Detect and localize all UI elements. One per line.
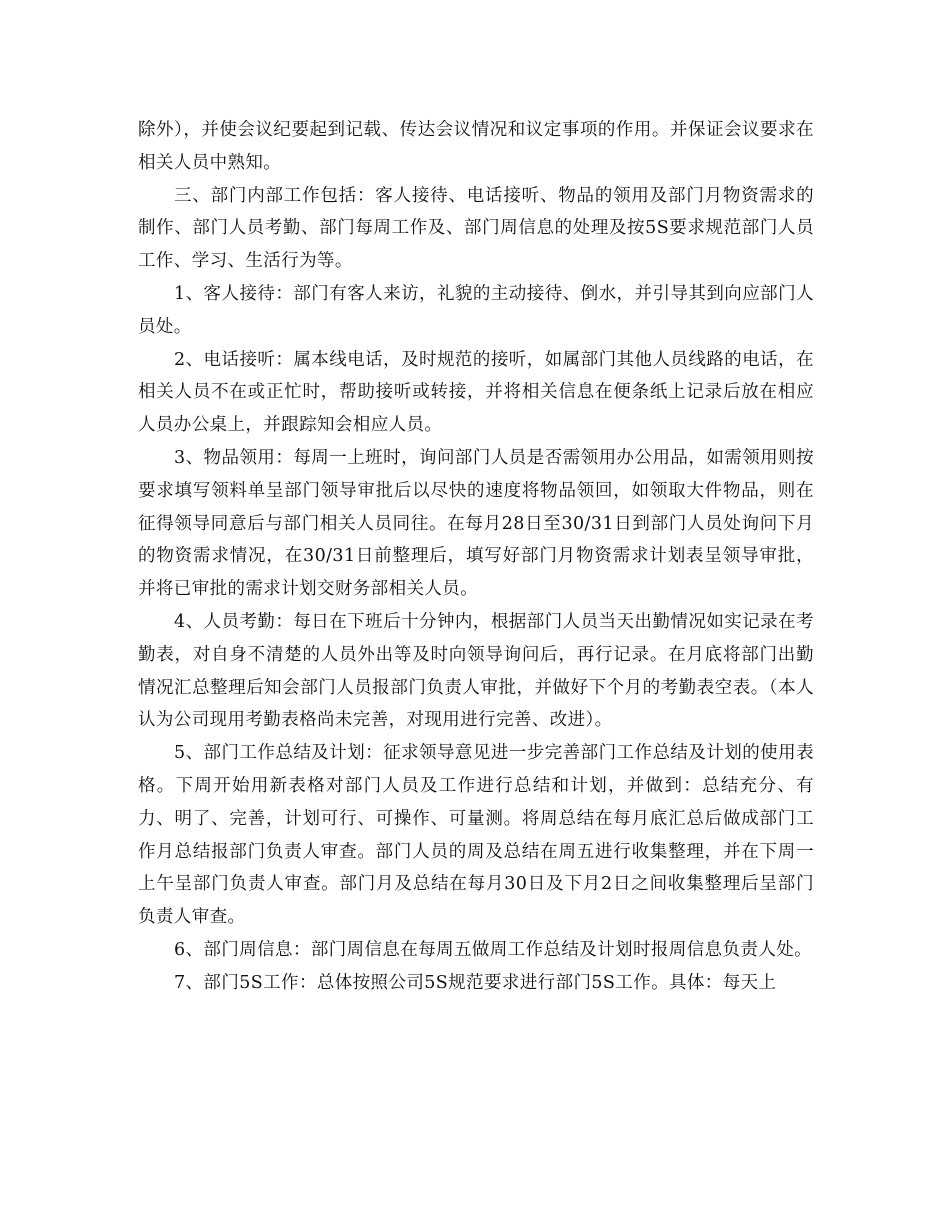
document-page (138, 114, 814, 1000)
paragraph-continuation: 除外），并使会议纪要起到记载、传达会议情况和议定事项的作用。并保证会议要求在相关人员中熟知。 (138, 120, 814, 173)
paragraph-item-1: 1、客人接待：部门有客人来访，礼貌的主动接待、倒水，并引导其到向应部门人员处。 (138, 283, 814, 337)
paragraph-section-three: 三、部门内部工作包括：客人接待、电话接听、物品的领用及部门月物资需求的制作、部门人员考勤、部门每周工作及、部门周信息的处理及按5S要求规范部门人员工作、学习、生活行为等。 (138, 185, 814, 272)
paragraph-item-4: 4、人员考勤：每日在下班后十分钟内，根据部门人员当天出勤情况如实记录在考勤表，对自身不清楚的人员外出等及时向领导询问后，再行记录。在月底将部门出勤情况汇总整理后知会部门人员报部门负责人审批，并做好下个月的考勤表空表。（本人认为公司现用考勤表格尚未完善，对现用进行完善、改进）。 (138, 611, 814, 731)
paragraph-item-7: 7、部门5S工作：总体按照公司5S规范要求进行部门5S工作。具体：每天上 (174, 972, 777, 993)
paragraph-item-6: 6、部门周信息：部门周信息在每周五做周工作总结及计划时报周信息负责人处。 (174, 939, 813, 960)
paragraph-item-2: 2、电话接听：属本线电话，及时规范的接听，如属部门其他人员线路的电话，在相关人员不在或正忙时，帮助接听或转接，并将相关信息在便条纸上记录后放在相应人员办公桌上，并跟踪知会相应人员。 (138, 349, 814, 436)
paragraph-item-5: 5、部门工作总结及计划：征求领导意见进一步完善部门工作总结及计划的使用表格。下周开始用新表格对部门人员及工作进行总结和计划，并做到：总结充分、有力、明了、完善，计划可行、可操作、可量测。将周总结在每月底汇总后做成部门工作月总结报部门负责人审查。部门人员的周及总结在周五进行收集整理，并在下周一上午呈部门负责人审查。部门月及总结在每月30日及下月2日之间收集整理后呈部门负责人审查。 (138, 743, 814, 928)
paragraph-item-3: 3、物品领用：每周一上班时，询问部门人员是否需领用办公用品，如需领用则按要求填写领料单呈部门领导审批后以尽快的速度将物品领回，如领取大件物品，则在征得领导同意后与部门相关人员同往。在每月28日至30/31日到部门人员处询问下月的物资需求情况，在30/31日前整理后，填写好部门月物资需求计划表呈领导审批，并将已审批的需求计划交财务部相关人员。 (138, 447, 814, 600)
